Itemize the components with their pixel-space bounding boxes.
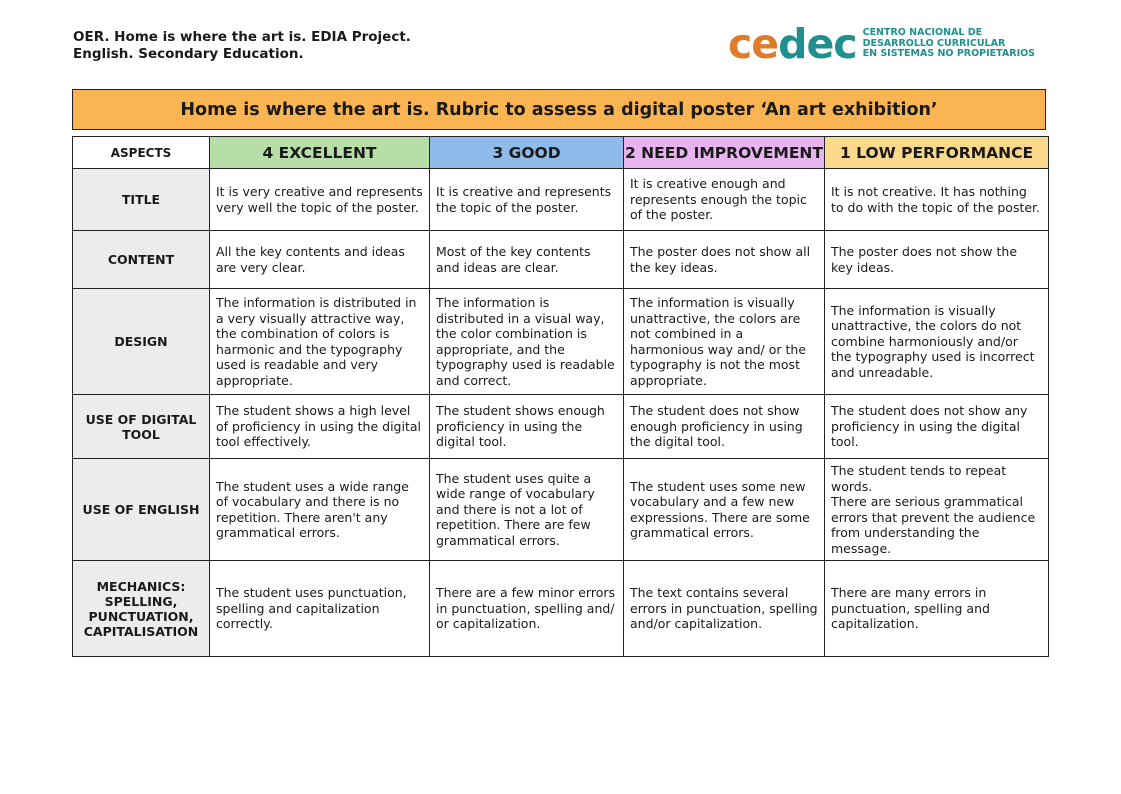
- header-row: [73, 137, 1049, 169]
- table-cell: The information is visually unattractive, the colors are not combined in a harmonious way and/ or the typography is not the most appropriate.: [624, 289, 825, 395]
- table-cell: There are a few minor errors in punctuation, spelling and/ or capitalization.: [430, 561, 624, 657]
- table-cell: The student uses some new vocabulary and a few new expressions. There are some grammatical errors.: [624, 459, 825, 561]
- logo-word-part2: dec: [778, 20, 857, 68]
- table-row: [73, 459, 1049, 561]
- table-row: [73, 561, 1049, 657]
- table-cell: The student uses a wide range of vocabulary and there is no repetition. There aren't any grammatical errors.: [210, 459, 430, 561]
- logo-subtitle: [863, 28, 1035, 60]
- table-cell: There are many errors in punctuation, spelling and capitalization.: [825, 561, 1049, 657]
- rubric-title: Home is where the art is. Rubric to assess a digital poster ‘An art exhibition’: [72, 89, 1046, 130]
- logo-word-part1: ce: [728, 20, 779, 68]
- table-cell: It is not creative. It has nothing to do with the topic of the poster.: [825, 169, 1049, 231]
- column-header-good: 3 GOOD: [430, 137, 624, 169]
- column-header-aspects: ASPECTS: [73, 137, 210, 169]
- table-cell: The student does not show enough proficiency in using the digital tool.: [624, 395, 825, 459]
- logo-sub-line-2: DESARROLLO CURRICULAR: [862, 37, 1006, 49]
- logo-sub-line-3: EN SISTEMAS NO PROPIETARIOS: [862, 48, 1036, 60]
- column-header-low-performance: 1 LOW PERFORMANCE: [825, 137, 1049, 169]
- table-cell: Most of the key contents and ideas are clear.: [430, 231, 624, 289]
- table-cell: It is very creative and represents very well the topic of the poster.: [210, 169, 430, 231]
- table-row: [73, 395, 1049, 459]
- aspect-mechanics: MECHANICS: SPELLING, PUNCTUATION, CAPITALISATION: [73, 561, 210, 657]
- column-header-need-improvement: 2 NEED IMPROVEMENT: [624, 137, 825, 169]
- header-line-2: English. Secondary Education.: [73, 46, 304, 62]
- table-cell: The information is visually unattractive, the colors do not combine harmoniously and/or the typography used is incorrect and unreadable.: [825, 289, 1049, 395]
- table-cell: The student tends to repeat words. There are serious grammatical errors that prevent the audience from understanding the message.: [825, 459, 1049, 561]
- logo-wordmark: [728, 22, 857, 66]
- table-cell: The student shows a high level of proficiency in using the digital tool effectively.: [210, 395, 430, 459]
- table-row: [73, 231, 1049, 289]
- aspect-design: DESIGN: [73, 289, 210, 395]
- header-line-1: OER. Home is where the art is. EDIA Project.: [73, 29, 411, 45]
- table-cell: It is creative and represents the topic of the poster.: [430, 169, 624, 231]
- table-cell: The information is distributed in a visual way, the color combination is appropriate, and the typography used is readable and correct.: [430, 289, 624, 395]
- table-cell: It is creative enough and represents enough the topic of the poster.: [624, 169, 825, 231]
- table-cell: The student uses punctuation, spelling and capitalization correctly.: [210, 561, 430, 657]
- aspect-digital-tool: USE OF DIGITAL TOOL: [73, 395, 210, 459]
- table-row: [73, 289, 1049, 395]
- cedec-logo: [728, 22, 1035, 66]
- aspect-english: USE OF ENGLISH: [73, 459, 210, 561]
- document-header: [73, 29, 411, 63]
- table-cell: The student shows enough proficiency in using the digital tool.: [430, 395, 624, 459]
- rubric-table: [72, 136, 1049, 657]
- table-cell: The text contains several errors in punctuation, spelling and/or capitalization.: [624, 561, 825, 657]
- column-header-excellent: 4 EXCELLENT: [210, 137, 430, 169]
- aspect-title: TITLE: [73, 169, 210, 231]
- table-cell: The student uses quite a wide range of vocabulary and there is not a lot of repetition. There are few grammatical errors.: [430, 459, 624, 561]
- table-cell: All the key contents and ideas are very clear.: [210, 231, 430, 289]
- table-row: [73, 169, 1049, 231]
- table-cell: The poster does not show all the key ideas.: [624, 231, 825, 289]
- logo-sub-line-1: CENTRO NACIONAL DE: [862, 27, 983, 39]
- table-cell: The information is distributed in a very visually attractive way, the combination of colors is harmonic and the typography used is readable and very appropriate.: [210, 289, 430, 395]
- aspect-content: CONTENT: [73, 231, 210, 289]
- table-cell: The student does not show any proficiency in using the digital tool.: [825, 395, 1049, 459]
- table-cell: The poster does not show the key ideas.: [825, 231, 1049, 289]
